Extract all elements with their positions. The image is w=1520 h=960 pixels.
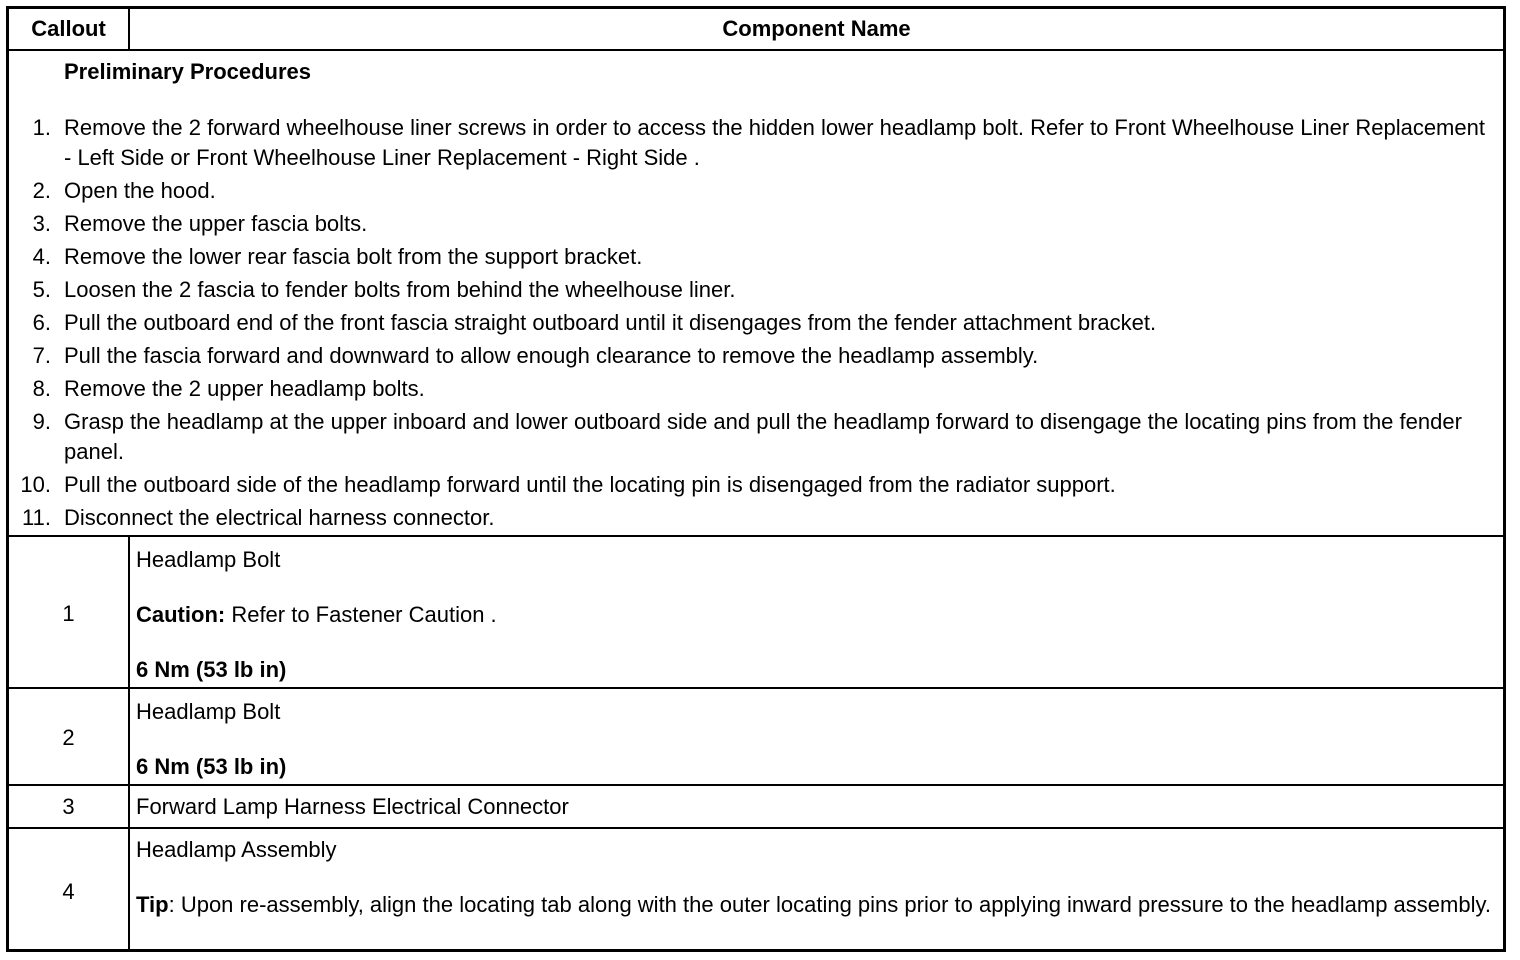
list-item: 1. Remove the 2 forward wheelhouse liner screws in order to access the hidden lower headlamp bolt. Refer to Front Wheelhouse Liner Replacement - Left Side or Front Wheelhouse Liner Replacement - Right Side .	[32, 115, 1485, 170]
component-name: Headlamp Assembly	[136, 837, 337, 862]
component-name: Headlamp Bolt	[136, 699, 281, 724]
component-cell	[136, 545, 1493, 685]
callout-number: 4	[62, 879, 75, 904]
list-item: 4. Remove the lower rear fascia bolt from the support bracket.	[32, 244, 643, 269]
preliminary-row	[9, 49, 1503, 535]
list-item: 8. Remove the 2 upper headlamp bolts.	[32, 376, 425, 401]
component-name: Forward Lamp Harness Electrical Connector	[136, 794, 569, 819]
list-item: 10. Pull the outboard side of the headlamp forward until the locating pin is disengaged from the radiator support.	[20, 472, 1116, 497]
list-item: 11. Disconnect the electrical harness connector.	[22, 505, 495, 530]
table-row	[9, 687, 1503, 784]
tip-note: Tip: Upon re-assembly, align the locating tab along with the outer locating pins prior to applying inward pressure to the headlamp assembly.	[136, 892, 1491, 917]
callout-divider	[128, 535, 130, 949]
list-item: 9. Grasp the headlamp at the upper inboard and lower outboard side and pull the headlamp forward to disengage the locating pins from the fender panel.	[32, 409, 1462, 464]
component-table	[6, 6, 1506, 952]
preliminary-title: Preliminary Procedures	[64, 59, 312, 84]
table-row	[9, 827, 1503, 952]
list-item: 2. Open the hood.	[32, 178, 216, 203]
component-name-header: Component Name	[722, 16, 911, 41]
caution-note: Caution: Refer to Fastener Caution .	[136, 602, 497, 627]
component-cell	[136, 835, 1493, 920]
callout-number: 2	[62, 725, 75, 750]
table-row	[9, 784, 1503, 827]
component-name: Headlamp Bolt	[136, 547, 281, 572]
list-item: 5. Loosen the 2 fascia to fender bolts from behind the wheelhouse liner.	[32, 277, 736, 302]
table-row	[9, 535, 1503, 687]
list-item: 7. Pull the fascia forward and downward to allow enough clearance to remove the headlamp assembly.	[32, 343, 1039, 368]
component-cell	[136, 697, 1493, 782]
list-item: 3. Remove the upper fascia bolts.	[32, 211, 368, 236]
torque-spec: 6 Nm (53 lb in)	[136, 754, 287, 779]
callout-header: Callout	[31, 16, 106, 41]
table-header-row	[9, 9, 1503, 49]
callout-number: 1	[62, 601, 75, 626]
torque-spec: 6 Nm (53 lb in)	[136, 657, 287, 682]
list-item: 6. Pull the outboard end of the front fascia straight outboard until it disengages from the fender attachment bracket.	[32, 310, 1157, 335]
callout-number: 3	[62, 794, 75, 819]
header-divider	[128, 9, 130, 49]
preliminary-steps	[9, 113, 1489, 536]
